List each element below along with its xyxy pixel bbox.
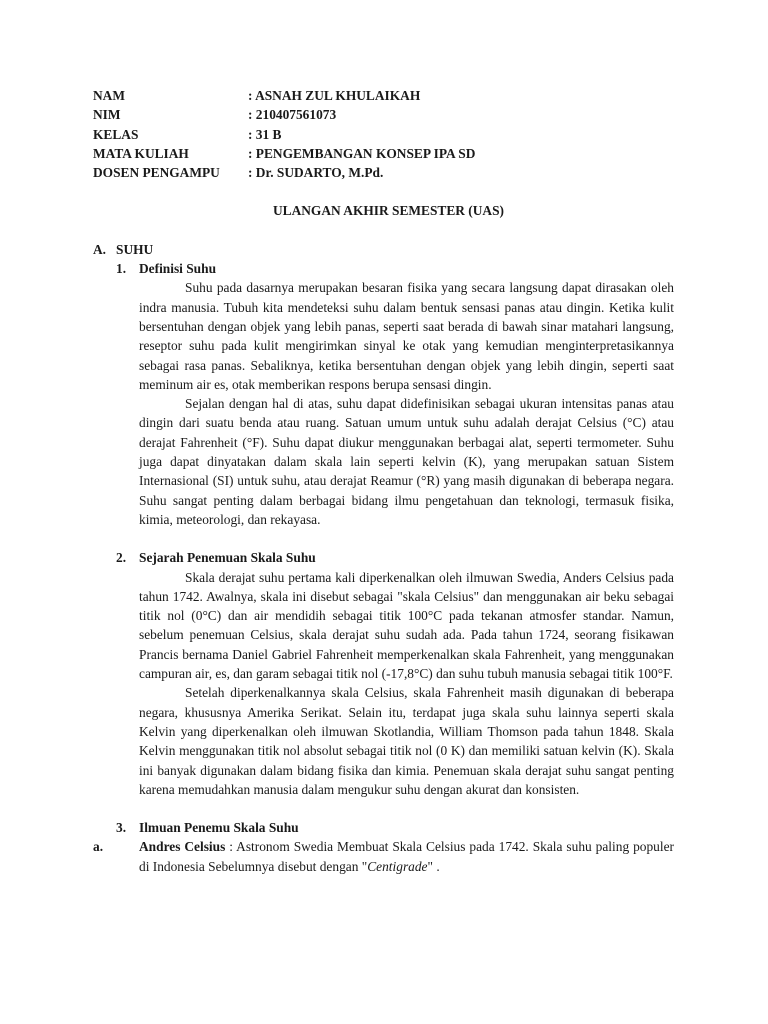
meta-value-nim: : 210407561073 xyxy=(248,107,337,123)
meta-label-name: NAM xyxy=(93,88,125,103)
meta-label-nim: NIM xyxy=(93,107,121,123)
subsection-2-heading xyxy=(93,548,674,567)
section-number: A. xyxy=(93,241,107,257)
subsection-label: Sejarah Penemuan Skala Suhu xyxy=(139,550,316,566)
paragraph: Suhu pada dasarnya merupakan besaran fisika yang secara langsung dapat dirasakan oleh indra manusia. Tubuh kita mendeteksi suhu dalam bentuk sensasi panas atau dingin. Ketika kulit bersentuhan dengan objek yang lebih panas, seperti saat berada di bawah sinar matahari langsung, reseptor suhu pada kulit mengirimkan sinyal ke otak yang kemudian menginterpretasikannya sebagai rasa panas. Sebaliknya, ketika bersentuhan dengan objek yang lebih dingin, seperti saat meminum air es, otak memberikan respons berupa sensasi dingin. xyxy=(139,280,674,392)
subsection-3-heading xyxy=(93,818,674,837)
paragraph: Setelah diperkenalkannya skala Celsius, skala Fahrenheit masih digunakan di beberapa negara, khususnya Amerika Serikat. Selain itu, terdapat juga skala suhu lainnya seperti skala Kelvin yang diperkenalkan oleh ilmuwan Skotlandia, William Thomson pada tahun 1848. Skala Kelvin menggunakan titik nol absolut sebagai titik nol (0 K) dan memiliki satuan kelvin (K). Skala ini banyak digunakan dalam bidang fisika dan kimia. Penemuan skala derajat suhu sangat penting karena memudahkan manusia dalam mengukur suhu dengan akurat dan konsisten. xyxy=(139,685,674,797)
subsection-1-body xyxy=(93,278,674,529)
subsection-number: 2. xyxy=(116,550,127,566)
item-text-after: " . xyxy=(427,858,440,874)
item-text-before: : Astronom Swedia Membuat Skala Celsius pada 1742. Skala suhu paling populer di Indonesia Sebelumnya disebut dengan " xyxy=(139,839,674,874)
subsection-number: 3. xyxy=(116,820,127,836)
meta-value-class: : 31 B xyxy=(248,126,282,142)
item-italic-term: Centigrade xyxy=(367,858,428,874)
student-info xyxy=(93,86,674,182)
subsection-2-body xyxy=(93,568,674,800)
section-a-heading xyxy=(93,240,674,259)
scientist-name: Andres Celsius xyxy=(139,839,226,855)
meta-value-course: : PENGEMBANGAN KONSEP IPA SD xyxy=(248,145,476,161)
meta-label-class: KELAS xyxy=(93,126,139,142)
paragraph: Sejalan dengan hal di atas, suhu dapat didefinisikan sebagai ukuran intensitas panas atau dingin dari suatu benda atau ruang. Satuan umum untuk suhu adalah derajat Celsius (°C) atau derajat Fahrenheit (°F). Suhu dapat diukur menggunakan berbagai alat, seperti termometer. Suhu juga dapat dinyatakan dalam skala lain seperti kelvin (K), yang merupakan satuan Sistem Internasional (SI) untuk suhu, atau derajat Reamur (°R) yang masih digunakan di beberapa negara. Suhu sangat penting dalam berbagai bidang ilmu pengetahuan dan teknologi, termasuk fisika, kimia, meteorologi, dan rekayasa. xyxy=(139,396,674,527)
subsection-label: Definisi Suhu xyxy=(139,261,217,277)
list-item-text xyxy=(139,837,674,876)
subsection-1-heading xyxy=(93,259,674,278)
paragraph: Skala derajat suhu pertama kali diperkenalkan oleh ilmuwan Swedia, Anders Celsius pada tahun 1742. Awalnya, skala ini disebut sebagai "skala Celsius" dan menggunakan air beku sebagai titik nol (0°C) dan air mendidih sebagai titik 100°C pada tekanan atmosfer standar. Namun, sebelum penemuan Celsius, skala derajat suhu sudah ada. Pada tahun 1724, seorang fisikawan Prancis bernama Daniel Gabriel Fahrenheit memperkenalkan skala Fahrenheit, yang menggunakan campuran air, es, dan garam sebagai titik nol (-17,8°C) dan suhu tubuh manusia sebagai titik 100°F. xyxy=(139,569,674,682)
meta-value-lecturer: : Dr. SUDARTO, M.Pd. xyxy=(248,165,384,181)
subsection-number: 1. xyxy=(116,261,127,277)
list-item xyxy=(93,837,674,876)
meta-label-course: MATA KULIAH xyxy=(93,145,189,161)
meta-label-lecturer: DOSEN PENGAMPU xyxy=(93,165,220,181)
meta-value-name: : ASNAH ZUL KHULAIKAH xyxy=(248,88,421,103)
list-item-marker: a. xyxy=(93,839,104,855)
section-label: SUHU xyxy=(116,241,154,257)
document-title: ULANGAN AKHIR SEMESTER (UAS) xyxy=(272,203,505,219)
subsection-label: Ilmuan Penemu Skala Suhu xyxy=(139,820,299,836)
